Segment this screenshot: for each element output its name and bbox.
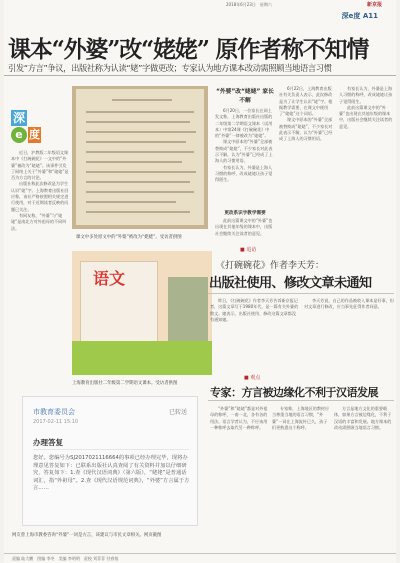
opinion-label: ■ 观点: [244, 375, 261, 381]
left-paragraph: 出版社称此次修改是为学生认识“姥”字。上海教育出版社回应称，该社严格按照相关规定进行使用，对于近期读者反映的问题已关注。: [11, 181, 69, 212]
reply-divider: [33, 449, 189, 450]
reply-body: 您好。您编号为SJ2017021116664的事项已经办理完毕，现将办理意见答复如下：已联系出版社认真查阅了有关资料并加以仔细研究，答复如下：1.查《现代汉语词典》（第六版），“姥姥”是普通话词汇，指“外祖母”。2.查《现代汉语规范词典》，“外婆”方言属于方言……: [33, 455, 190, 492]
opinion-text-1: [210, 406, 268, 550]
textbook-page: [76, 89, 204, 225]
article-paragraph: 课文中原本的“外婆”全部被替换成“姥姥”，不少家长对此表示不解，认为“外婆”已经成了上海人的习惯用语。: [279, 117, 333, 142]
opinion-text-2: [272, 406, 330, 550]
opinion-title: 专家：方言被边缘化不利于汉语发展: [210, 386, 378, 399]
subheadline: 引发“方言”争议，出版社称为认读“姥”字做更改；专家认为地方课本改动需照顾当地语言习惯: [8, 63, 332, 73]
article-paragraph: 有家长认为，外婆是上海人习惯的称呼，改成姥姥让孩子觉得陌生。: [215, 164, 273, 183]
article-paragraph: 6月20日，一位家长在网上发文称，上海教育出版社出版的二年级第二学期语文课本（试用本）中第24课《打碗碗花》中的“外婆”一律被改为“姥姥”。: [215, 108, 273, 139]
right-column-text-3: [339, 86, 395, 242]
article-paragraph: 此前这篇课文中的“外婆”也出现在其他年级的课本中，出版社会继续关注读者的意见。: [339, 104, 393, 129]
issue-date: 2018年6月23日 星期六: [226, 2, 272, 7]
opinion-paragraph: 方言是地方文化的重要载体，如果方言被边缘化，不利于汉语的丰富和发展。地方课本的改动需照顾当地语言习惯。: [334, 406, 392, 430]
article-title: “外婆”改“姥姥” 家长不解: [216, 89, 274, 104]
article-paragraph: 6月22日，上海教育出版社有关负责人表示，此次修改是为了让学生认识“姥”字。根据教学需要，在课文中使用了“姥姥”这个词语。: [279, 86, 333, 117]
second-book: [168, 277, 208, 345]
newspaper-brand: 新京报: [366, 2, 382, 8]
left-paragraph: 近日，沪教版二年级语文课本中《打碗碗花》一文中的“外婆”被改为“姥姥”。该事件引发了网络上关于“外婆”和“姥姥”是否为方言的讨论。: [11, 150, 69, 181]
masthead-bar: [4, 0, 396, 8]
textbook-page-photo: [72, 86, 208, 229]
article-subhead: 更改系识字教学需要: [224, 211, 266, 216]
section-rule: [208, 400, 394, 401]
follow-up-paragraph: 昨日，《打碗碗花》作者李天芳告诉新京报记者，这篇文章写于1980年代，是一篇有关外婆的散文。她表示，出版社使用、修改这篇文章都没有通知她。: [210, 298, 299, 322]
cover-illustration: [72, 341, 212, 375]
logo-char-3: 度: [29, 128, 40, 141]
photo1-caption: 课文中多处原文中的“外婆”被改为“姥姥”。受访者供图: [76, 235, 182, 240]
follow-up-text-2: [304, 298, 394, 368]
book-title: 语文: [93, 269, 126, 288]
headline: 课本“外婆”改“姥姥” 原作者称不知情: [8, 36, 369, 63]
page-footer: 责编 陆大鹏 图编 李冬 美编 李明明 责校 刘菲菲 付春愔: [4, 553, 396, 563]
reply-status: 已转送: [168, 409, 187, 416]
right-column-text-1b: [215, 218, 275, 242]
textbook-cover-photo: [72, 251, 212, 375]
article-paragraph: 课文中原本的“外婆”全部被替换成“姥姥”，不少家长对此表示不解，认为“外婆”已经成了上海人的习惯用语。: [215, 139, 273, 164]
logo-char-1: 深: [12, 111, 25, 125]
section-logo: [11, 110, 41, 144]
screenshot-caption: 网友曾上海市教委咨询“外婆”一词是方言，该建议与市民文章相关。网页截图: [12, 533, 162, 538]
left-paragraph: 有网友称，“外婆”与“姥姥”是南北方对外祖母的不同叫法。: [11, 212, 67, 231]
header-rule: [4, 75, 396, 76]
newspaper-page: [4, 0, 396, 563]
section-rule: [208, 293, 394, 294]
reply-heading: 办理答复: [33, 438, 63, 447]
web-reply-screenshot: [22, 396, 198, 526]
follow-up-title-line2: 出版社使用、修改文章未通知: [209, 276, 372, 291]
opinion-paragraph: 专家称，上海地区的教材应当尊重当地的语言习惯，“外婆”一词在上海流传已久，孩子们更熟悉这个称呼。: [272, 406, 330, 430]
follow-up-title-line1: 《打碗碗花》作者李天芳：: [216, 261, 325, 271]
article-paragraph: 有家长认为，外婆是上海人习惯的称呼，改成姥姥让孩子觉得陌生。: [339, 86, 393, 104]
photo2-caption: 上海教育出版社二年级第二学期语文课本。受访者供图: [72, 381, 178, 386]
logo-char-2: e: [11, 127, 27, 143]
right-column-text-1: [215, 108, 275, 208]
opinion-paragraph: “外婆”和“姥姥”都是对外祖母的称呼，一南一北，各有各的用法。语言学者认为，不应该用一种称呼去取代另一种称呼。: [210, 406, 268, 430]
follow-up-text-1: [210, 298, 300, 368]
follow-up-paragraph: 李天芳说，自己的作品被收入课本是好事，但对文章进行修改，应当事先征得作者同意。: [304, 298, 394, 310]
article-paragraph: 此前这篇课文中的“外婆”也出现在其他年级的课本中，出版社会继续关注读者的意见。: [215, 218, 273, 236]
reply-date: 2017-02-11 15:10: [33, 419, 79, 425]
left-column-text: [11, 150, 69, 390]
right-column-text-2: [279, 86, 335, 242]
opinion-text-3: [334, 406, 392, 550]
section-label: 深e度 A11: [341, 12, 378, 20]
reply-publisher: 市教育委员会: [33, 408, 75, 416]
follow-up-label: ■ 追访: [240, 247, 257, 253]
